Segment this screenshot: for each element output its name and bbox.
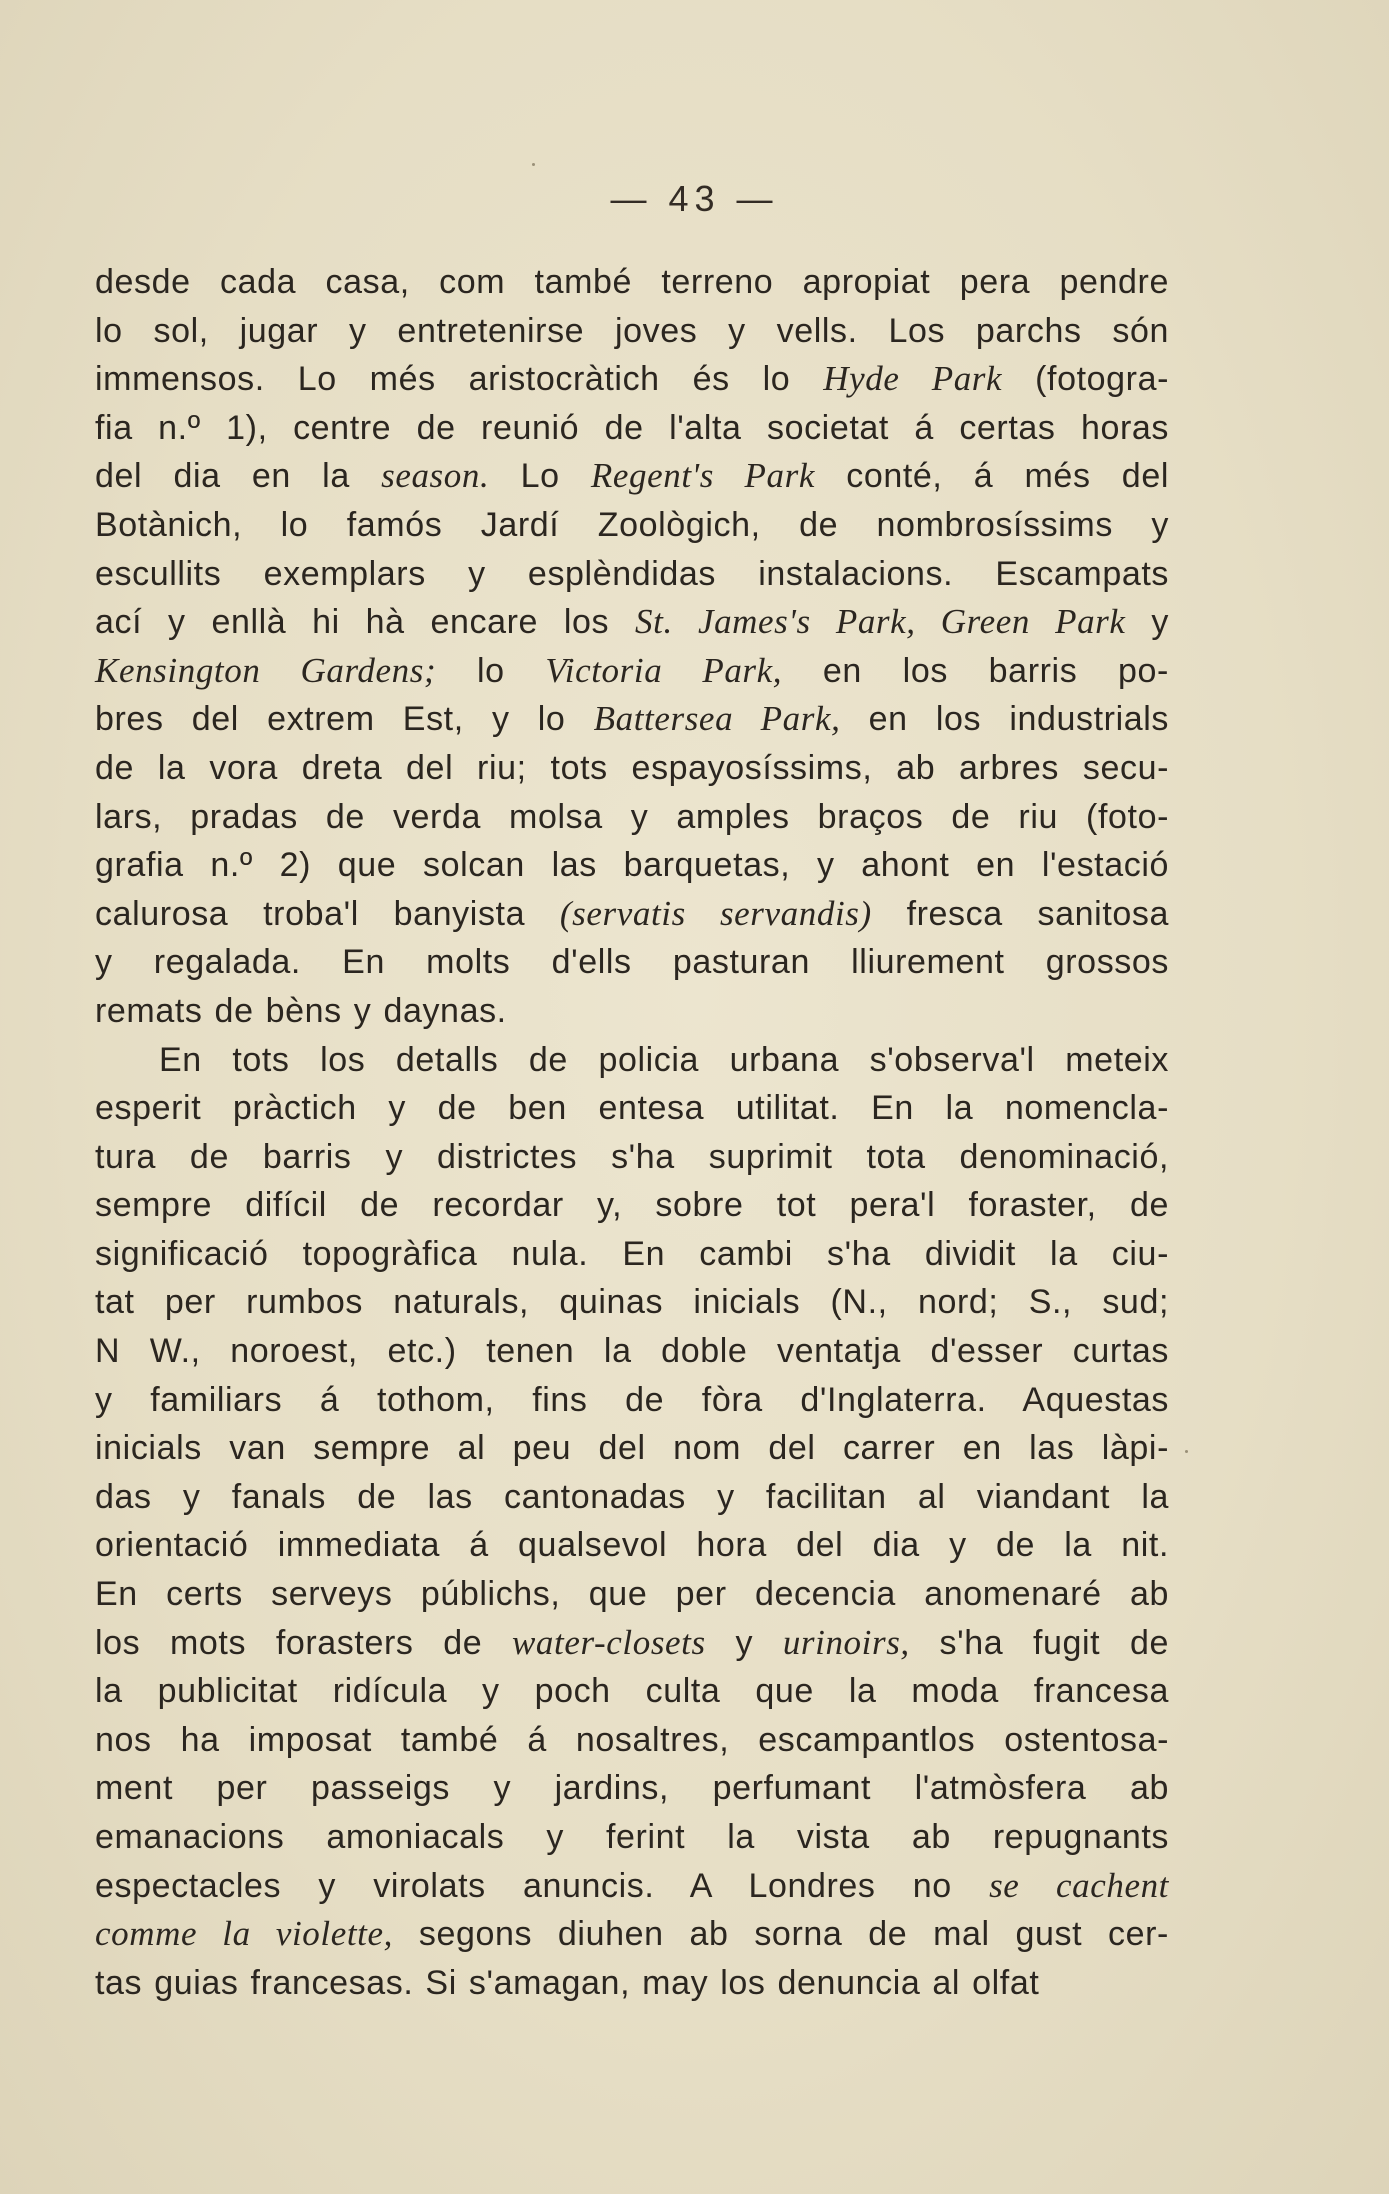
text-segment: N W., noroest, etc.) tenen la doble ventatja d'esser curtas <box>95 1332 1169 1371</box>
text-line <box>95 890 1169 939</box>
text-segment: de la vora dreta del riu; tots espayosíssims, ab arbres secu- <box>95 748 1169 787</box>
text-segment: grafia n.º 2) que solcan las barquetas, y ahont en l'estació <box>95 846 1169 885</box>
text-segment: y regalada. En molts d'ells pasturan lliurement grossos <box>95 943 1169 982</box>
text-line <box>95 1376 1169 1425</box>
text-line <box>95 1181 1169 1230</box>
text-segment: s'ha fugit de <box>909 1623 1169 1662</box>
italic-text: (servatis servandis) <box>559 893 872 933</box>
text-line <box>95 598 1169 647</box>
text-line <box>95 1619 1169 1668</box>
text-segment: tas guias francesas. Si s'amagan, may los denuncia al olfat <box>95 1963 1040 2002</box>
text-segment: segons diuhen ab sorna de mal gust cer- <box>393 1915 1169 1954</box>
text-line <box>95 1813 1169 1862</box>
text-segment: Lo <box>489 457 591 496</box>
text-segment: espectacles y virolats anuncis. A Londres no <box>95 1866 990 1905</box>
text-segment: los mots forasters de <box>95 1623 512 1662</box>
text-segment: fresca sanitosa <box>871 894 1169 933</box>
text-segment: En tots los detalls de policia urbana s'observa'l meteix <box>159 1040 1169 1079</box>
italic-text: St. James's Park, Green Park <box>635 602 1126 642</box>
text-segment: Botànich, lo famós Jardí Zoològich, de nombrosíssims y <box>95 505 1169 544</box>
italic-text: comme la violette, <box>95 1914 393 1954</box>
text-line <box>95 695 1169 744</box>
text-segment: das y fanals de las cantonadas y facilitan al viandant la <box>95 1477 1169 1516</box>
text-segment: y familiars á tothom, fins de fòra d'Inglaterra. Aquestas <box>95 1380 1169 1419</box>
text-line <box>95 1084 1169 1133</box>
text-line <box>95 744 1169 793</box>
body-text <box>95 258 1169 2007</box>
text-segment: ment per passeigs y jardins, perfumant l'atmòsfera ab <box>95 1769 1169 1808</box>
text-segment: significació topogràfica nula. En cambi s'ha dividit la ciu- <box>95 1234 1169 1273</box>
text-line <box>95 1327 1169 1376</box>
text-segment: en los barris po- <box>782 651 1169 690</box>
text-segment: nos ha imposat també á nosaltres, escampantlos ostentosa- <box>95 1720 1169 1759</box>
text-segment: conté, á més del <box>814 457 1169 496</box>
italic-text: Hyde Park <box>823 359 1003 399</box>
text-segment: fia n.º 1), centre de reunió de l'alta societat á certas horas <box>95 408 1169 447</box>
text-line <box>95 307 1169 356</box>
text-segment: orientació immediata á qualsevol hora del dia y de la nit. <box>95 1526 1169 1565</box>
italic-text: se cachent <box>989 1865 1170 1905</box>
text-segment: calurosa troba'l banyista <box>95 894 560 933</box>
text-segment: la publicitat ridícula y poch culta que la moda francesa <box>95 1672 1169 1711</box>
italic-text: Regent's Park <box>590 456 815 496</box>
italic-text: season. <box>381 456 490 496</box>
text-line <box>95 1959 1169 2008</box>
text-segment: esperit pràctich y de ben entesa utilitat. En la nomencla- <box>95 1089 1169 1128</box>
italic-text: water-closets <box>511 1622 706 1662</box>
text-line <box>95 355 1169 404</box>
text-line <box>95 1716 1169 1765</box>
text-segment: emanacions amoniacals y ferint la vista ab repugnants <box>95 1818 1169 1856</box>
text-line <box>95 841 1169 890</box>
text-segment: y <box>705 1623 783 1662</box>
text-line <box>95 1133 1169 1182</box>
text-segment: En certs serveys públichs, que per decencia anomenaré ab <box>95 1575 1169 1614</box>
paragraph <box>95 1036 1169 2008</box>
paper-speck <box>532 163 535 166</box>
text-segment: lo <box>436 651 546 690</box>
text-segment: lars, pradas de verda molsa y amples braços de riu (foto- <box>95 797 1169 836</box>
text-segment: lo sol, jugar y entretenirse joves y vells. Los parchs són <box>95 311 1169 350</box>
text-line <box>95 1278 1169 1327</box>
italic-text: Victoria Park, <box>545 650 783 690</box>
text-segment: bres del extrem Est, y lo <box>95 700 594 739</box>
text-segment: tat per rumbos naturals, quinas inicials (N., nord; S., sud; <box>95 1283 1169 1322</box>
text-line <box>95 1667 1169 1716</box>
paper-speck <box>1185 1450 1188 1453</box>
text-segment: escullits exemplars y esplèndidas instalacions. Escampats <box>95 554 1169 593</box>
text-line <box>95 1862 1169 1911</box>
text-segment: sempre difícil de recordar y, sobre tot pera'l foraster, de <box>95 1186 1169 1225</box>
text-line <box>95 452 1169 501</box>
text-segment: desde cada casa, com també terreno apropiat pera pendre <box>95 263 1169 301</box>
italic-text: Battersea Park, <box>593 699 841 739</box>
text-segment: immensos. Lo més aristocràtich és lo <box>95 360 824 399</box>
text-line <box>95 258 1169 307</box>
text-segment: del dia en la <box>95 457 382 496</box>
text-line <box>95 1036 1169 1085</box>
text-segment: tura de barris y districtes s'ha suprimit tota denominació, <box>95 1137 1169 1176</box>
text-segment: remats de bèns y daynas. <box>95 991 507 1030</box>
text-line <box>95 1570 1169 1619</box>
italic-text: urinoirs, <box>782 1622 910 1662</box>
text-line <box>95 404 1169 453</box>
text-line <box>95 550 1169 599</box>
italic-text: Kensington Gardens; <box>95 650 437 690</box>
text-line <box>95 793 1169 842</box>
text-segment: y <box>1125 603 1169 642</box>
text-line <box>95 647 1169 696</box>
text-line <box>95 1424 1169 1473</box>
text-segment: (fotogra- <box>1002 360 1169 399</box>
text-line <box>95 1230 1169 1279</box>
text-line <box>95 987 1169 1036</box>
paragraph <box>95 258 1169 1036</box>
text-line <box>95 938 1169 987</box>
text-segment: inicials van sempre al peu del nom del carrer en las làpi- <box>95 1429 1169 1468</box>
text-line <box>95 501 1169 550</box>
text-line <box>95 1764 1169 1813</box>
text-segment: ací y enllà hi hà encare los <box>95 603 636 642</box>
text-line <box>95 1521 1169 1570</box>
text-segment: en los industrials <box>840 700 1169 739</box>
page-number: — 43 — <box>610 178 779 219</box>
text-line <box>95 1910 1169 1959</box>
text-line <box>95 1473 1169 1522</box>
